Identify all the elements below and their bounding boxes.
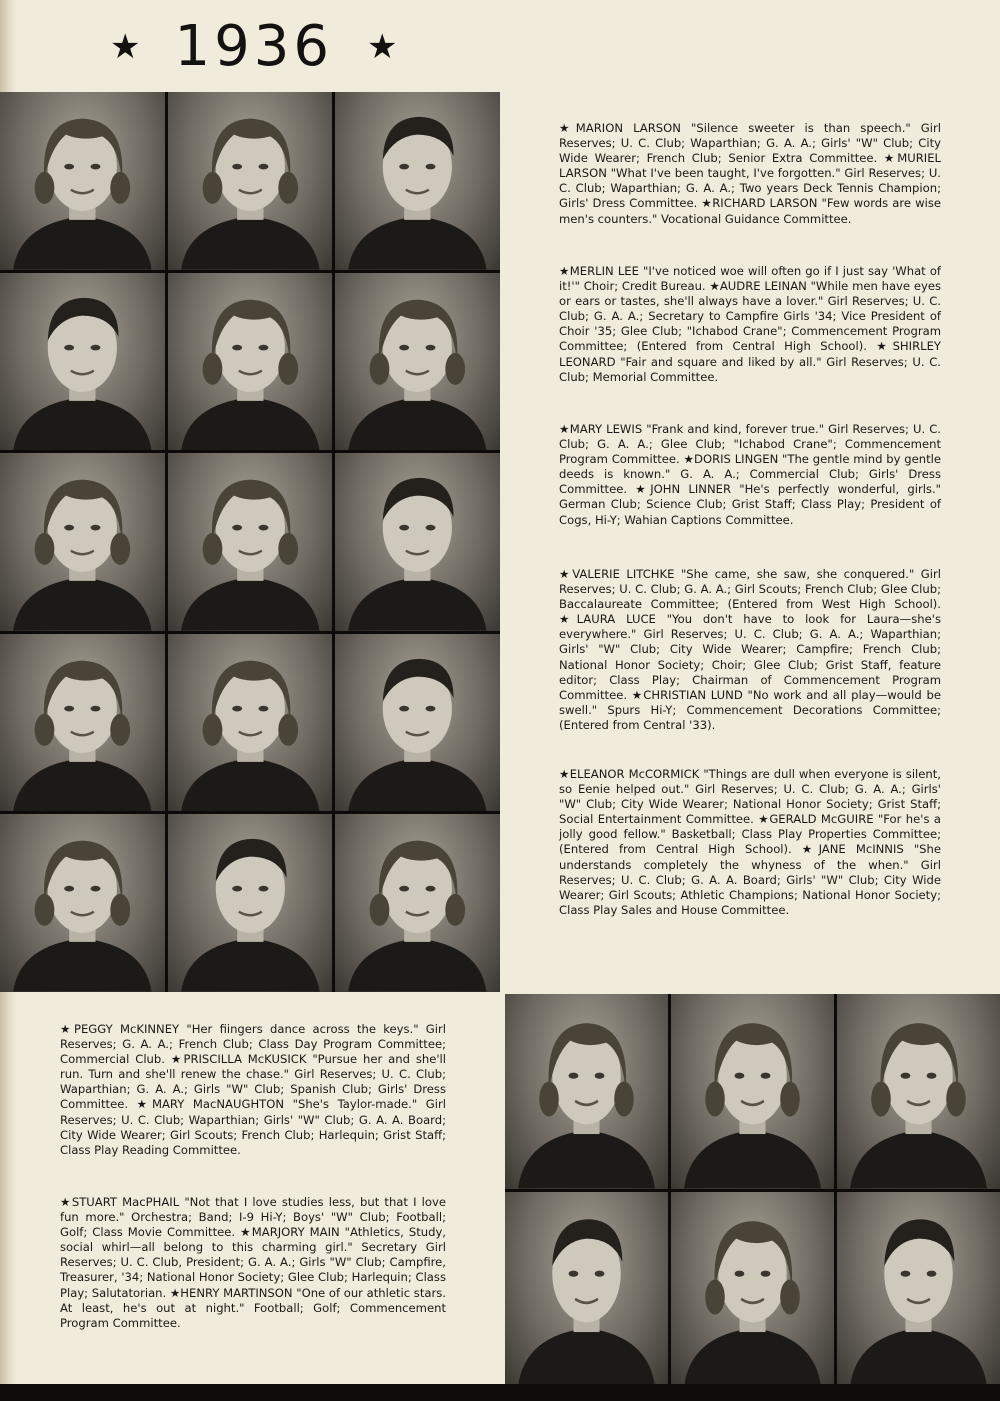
portrait-photo <box>335 453 500 631</box>
portrait-photo <box>335 92 500 270</box>
bio-paragraph: ★ELEANOR McCORMICK "Things are dull when everyone is silent, so Eenie helped out." Girl Reserves; U. C. Club; G. A. A.; Girls' "W" Club; City Wide Wearer; National Honor Society; Grist Staff; Social Entertainment Committee. ★GERALD McGUIRE "For he's a jolly good fellow." Basketball; Class Play Properties Committee; (Entered from Central High School). ★JANE McINNIS "She understands completely the whyness of the when." Girl Reserves; U. C. Club; G. A. A. Board; Girls' "W" Club; City Wide Wearer; Girl Scouts; Athletic Champions; National Honor Society; Class Play Sales and House Committee. <box>559 767 941 917</box>
bio-paragraph: ★MERLIN LEE "I've noticed woe will often go if I just say 'What of it!'" Choir; Credit Bureau. ★AUDRE LEINAN "While men have eyes or ears or tastes, she'll always have a lover." Girl Reserves; U. C. Club; G. A. A.; Secretary to Campfire Girls '34; Vice President of Choir '35; Glee Club; "Ichabod Crane"; Commencement Program Committee; (Entered from Central High School). ★SHIRLEY LEONARD "Fair and square and liked by all." Girl Reserves; U. C. Club; Memorial Committee. <box>559 264 941 384</box>
bio-paragraph: ★VALERIE LITCHKE "She came, she saw, she conquered." Girl Reserves; U. C. Club; G. A. A.; Girl Scouts; French Club; Glee Club; Baccalaureate Committee; (Entered from West High School). ★LAURA LUCE "You don't have to look for Laura—she's everywhere." Girl Reserves; U. C. Club; G. A. A.; Waparthian; Girls' "W" Club; City Wide Wearer; Campfire; French Club; National Honor Society; Choir; Glee Club; Grist Staff, feature editor; Class Play; Chairman of Commencement Program Committee. ★CHRISTIAN LUND "No work and all play—would be swell." Spurs Hi-Y; Commencement Decorations Committee; (Entered from Central '33). <box>559 567 941 732</box>
portrait-photo <box>335 634 500 812</box>
portrait-photo <box>0 814 165 992</box>
portrait-photo <box>837 994 1000 1189</box>
senior-bio-text <box>559 767 941 918</box>
portrait-photo <box>671 1192 834 1387</box>
portrait-photo <box>0 273 165 451</box>
senior-bio-text <box>60 1022 446 1158</box>
portrait-photo <box>335 273 500 451</box>
portrait-photo <box>335 814 500 992</box>
star-icon: ★ <box>367 27 398 67</box>
portrait-photo <box>168 92 333 270</box>
portrait-photo <box>0 92 165 270</box>
star-icon: ★ <box>110 27 141 67</box>
senior-bio-text <box>559 567 941 733</box>
bio-paragraph: ★STUART MacPHAIL "Not that I love studies less, but that I love fun more." Orchestra; Band; I-9 Hi-Y; Boys' "W" Club; Football; Golf; Class Movie Committee. ★MARJORY MAIN "Athletics, Study, social whirl—all belong to this charming girl." Secretary Girl Reserves; U. C. Club, President; G. A. A.; Girls "W" Club; Campfire, Treasurer, '34; National Honor Society; Glee Club; Harlequin; Class Play; Salutatorian. ★HENRY MARTINSON "One of our athletic stars. At least, he's out at night." Football; Golf; Commencement Program Committee. <box>60 1195 446 1330</box>
portrait-photo <box>505 994 668 1189</box>
senior-bio-text <box>559 264 941 385</box>
portrait-photo <box>505 1192 668 1387</box>
senior-bio-text <box>60 1195 446 1331</box>
bio-paragraph: ★PEGGY McKINNEY "Her fiingers dance across the keys." Girl Reserves; G. A. A.; French Club; Class Day Program Committee; Commercial Club. ★PRISCILLA McKUSICK "Pursue her and she'll run. Turn and she'll renew the chase." Girl Reserves; U. C. Club; Waparthian; G. A. A.; Girls "W" Club; Spanish Club; Girls' Dress Committee. ★MARY MacNAUGHTON "She's Taylor-made." Girl Reserves; U. C. Club; Waparthian; Girls' "W" Club; G. A. A. Board; City Wide Wearer; Girl Scouts; French Club; Harlequin; Grist Staff; Class Play Reading Committee. <box>60 1022 446 1157</box>
portrait-grid-top <box>0 92 500 992</box>
portrait-photo <box>168 814 333 992</box>
portrait-photo <box>0 634 165 812</box>
bio-paragraph: ★MARY LEWIS "Frank and kind, forever true." Girl Reserves; U. C. Club; G. A. A.; Glee Club; "Ichabod Crane"; Commencement Program Committee. ★DORIS LINGEN "The gentle mind by gentle deeds is known." G. A. A.; Commercial Club; Girls' Dress Committee. ★JOHN LINNER "He's perfectly wonderful, girls." German Club; Science Club; Grist Staff; Class Play; President of Cogs, Hi-Y; Wahian Captions Committee. <box>559 422 941 527</box>
portrait-photo <box>671 994 834 1189</box>
scan-bottom-edge <box>0 1384 1000 1401</box>
page-year: 1936 <box>174 14 333 79</box>
portrait-grid-bottom <box>505 994 1000 1386</box>
portrait-photo <box>168 273 333 451</box>
senior-bio-text <box>559 422 941 528</box>
portrait-photo <box>168 453 333 631</box>
page-header <box>110 12 397 82</box>
portrait-photo <box>168 634 333 812</box>
portrait-photo <box>0 453 165 631</box>
portrait-photo <box>837 1192 1000 1387</box>
senior-bio-text <box>559 121 941 227</box>
bio-paragraph: ★MARION LARSON "Silence sweeter is than speech." Girl Reserves; U. C. Club; Waparthian; G. A. A.; Girls' "W" Club; City Wide Wearer; French Club; Senior Extra Committee. ★MURIEL LARSON "What I've been taught, I've forgotten." Girl Reserves; U. C. Club; Waparthian; G. A. A.; Two years Deck Tennis Champion; Girls' Dress Committee. ★RICHARD LARSON "Few words are wise men's counters." Vocational Guidance Committee. <box>559 121 941 226</box>
